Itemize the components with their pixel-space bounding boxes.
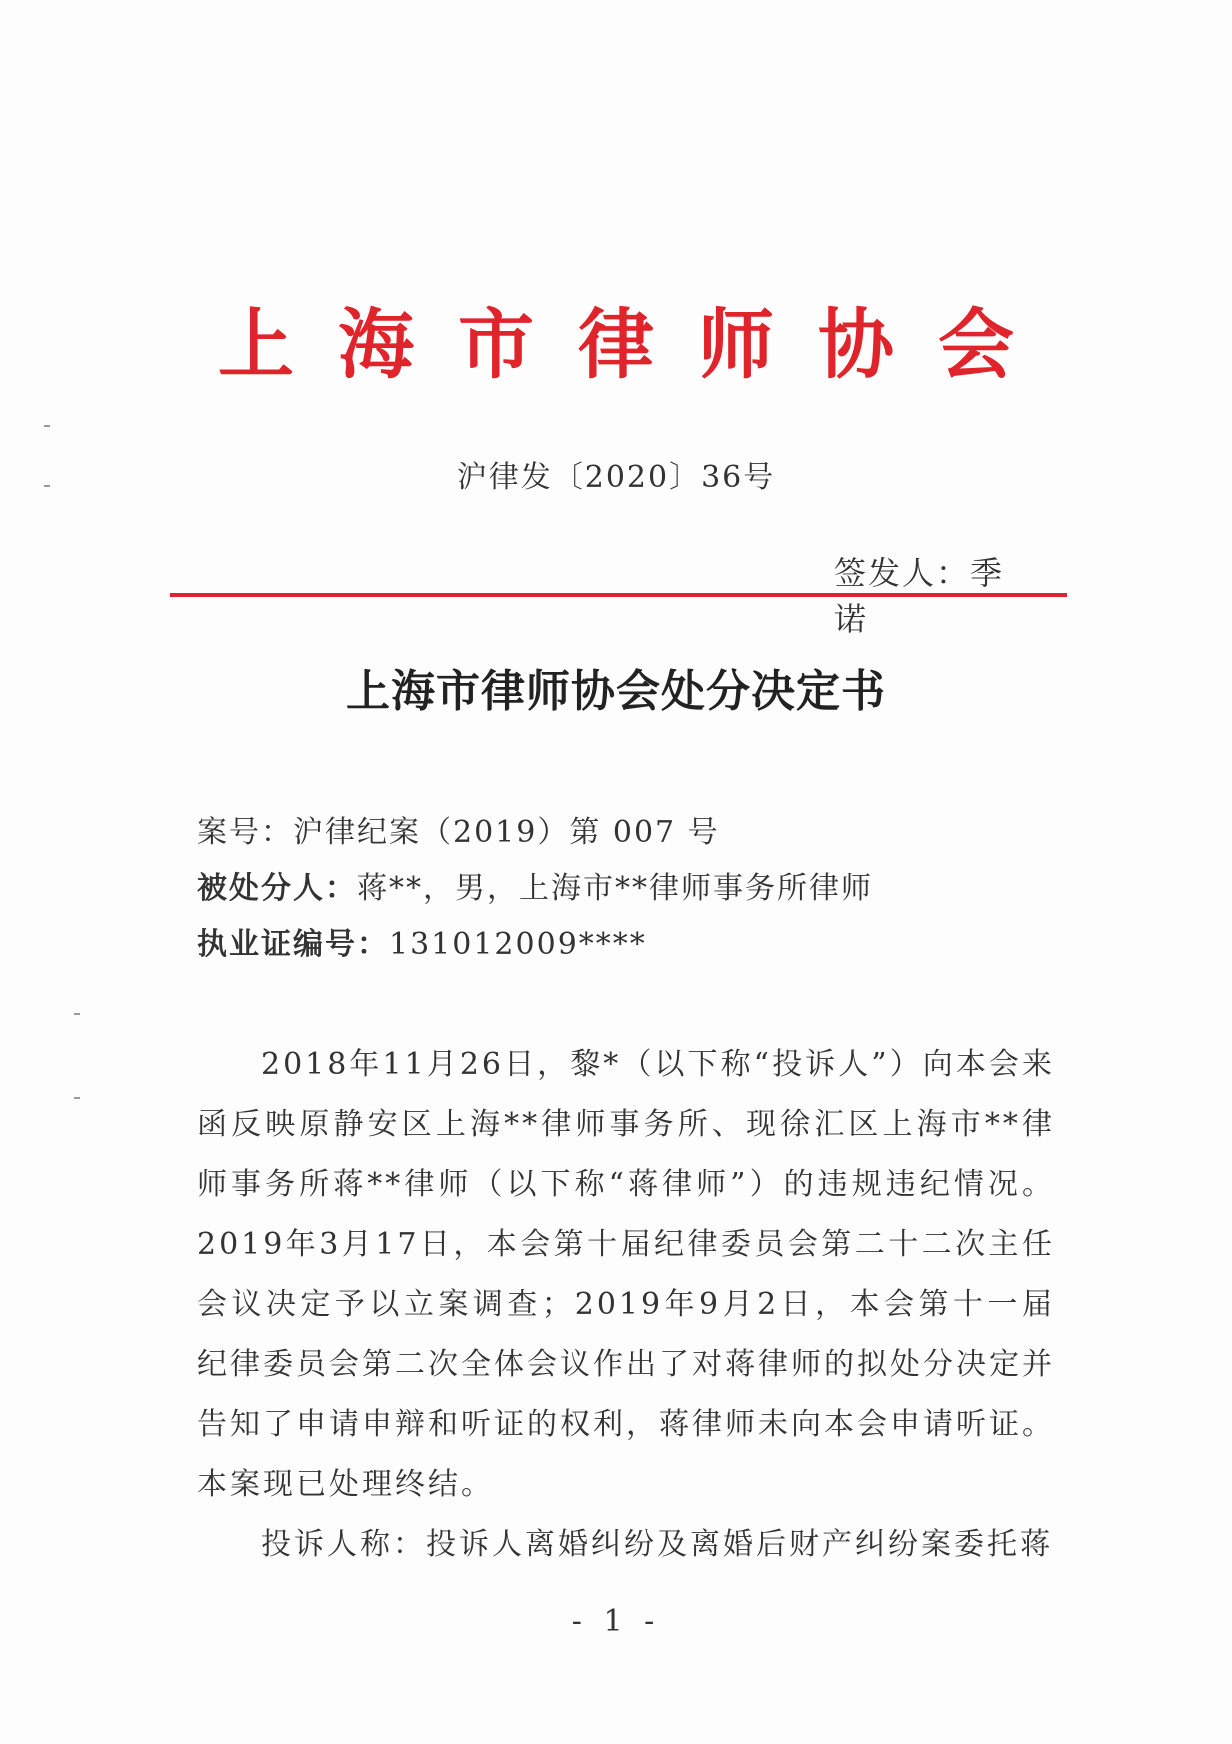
red-divider-line	[170, 593, 1067, 597]
document-body	[197, 1035, 1055, 1575]
organization-title: 上海市律师协会	[218, 300, 1058, 389]
signer-label: 签发人：	[833, 554, 970, 592]
respondent-line	[197, 861, 873, 917]
page-number: - 1 -	[571, 1604, 661, 1639]
license-number-value: 131012009****	[389, 927, 647, 962]
body-paragraph: 投诉人称：投诉人离婚纠纷及离婚后财产纠纷案委托蒋	[261, 1527, 1053, 1562]
case-number-line	[197, 805, 873, 861]
body-paragraph: 2018年11月26日，黎*（以下称“投诉人”）向本会来函反映原静安区上海**律师事务所、现徐汇区上海市**律师事务所蒋**律师（以下称“蒋律师”）的违规违纪情况。2019年3月17日，本会第十届纪律委员会第二十二次主任会议决定予以立案调查；2019年9月2日，本会第十一届纪律委员会第二次全体会议作出了对蒋律师的拟处分决定并告知了申请申辩和听证的权利，蒋律师未向本会申请听证。本案现已处理终结。	[197, 1047, 1055, 1502]
case-number-label: 案号：	[197, 815, 293, 850]
license-number-label: 执业证编号：	[197, 927, 389, 962]
document-title: 上海市律师协会处分决定书	[346, 666, 886, 717]
case-number-value: 沪律纪案（2019）第 007 号	[293, 815, 720, 850]
scan-speck	[74, 1097, 80, 1099]
respondent-label: 被处分人：	[197, 871, 357, 906]
document-number: 沪律发〔2020〕36号	[456, 460, 776, 495]
license-number-line	[197, 917, 873, 973]
scan-speck	[44, 425, 50, 427]
signer-name: 季诺	[833, 554, 1028, 638]
respondent-value: 蒋**，男，上海市**律师事务所律师	[357, 871, 873, 906]
case-metadata	[197, 805, 873, 973]
scan-speck	[74, 1013, 80, 1015]
